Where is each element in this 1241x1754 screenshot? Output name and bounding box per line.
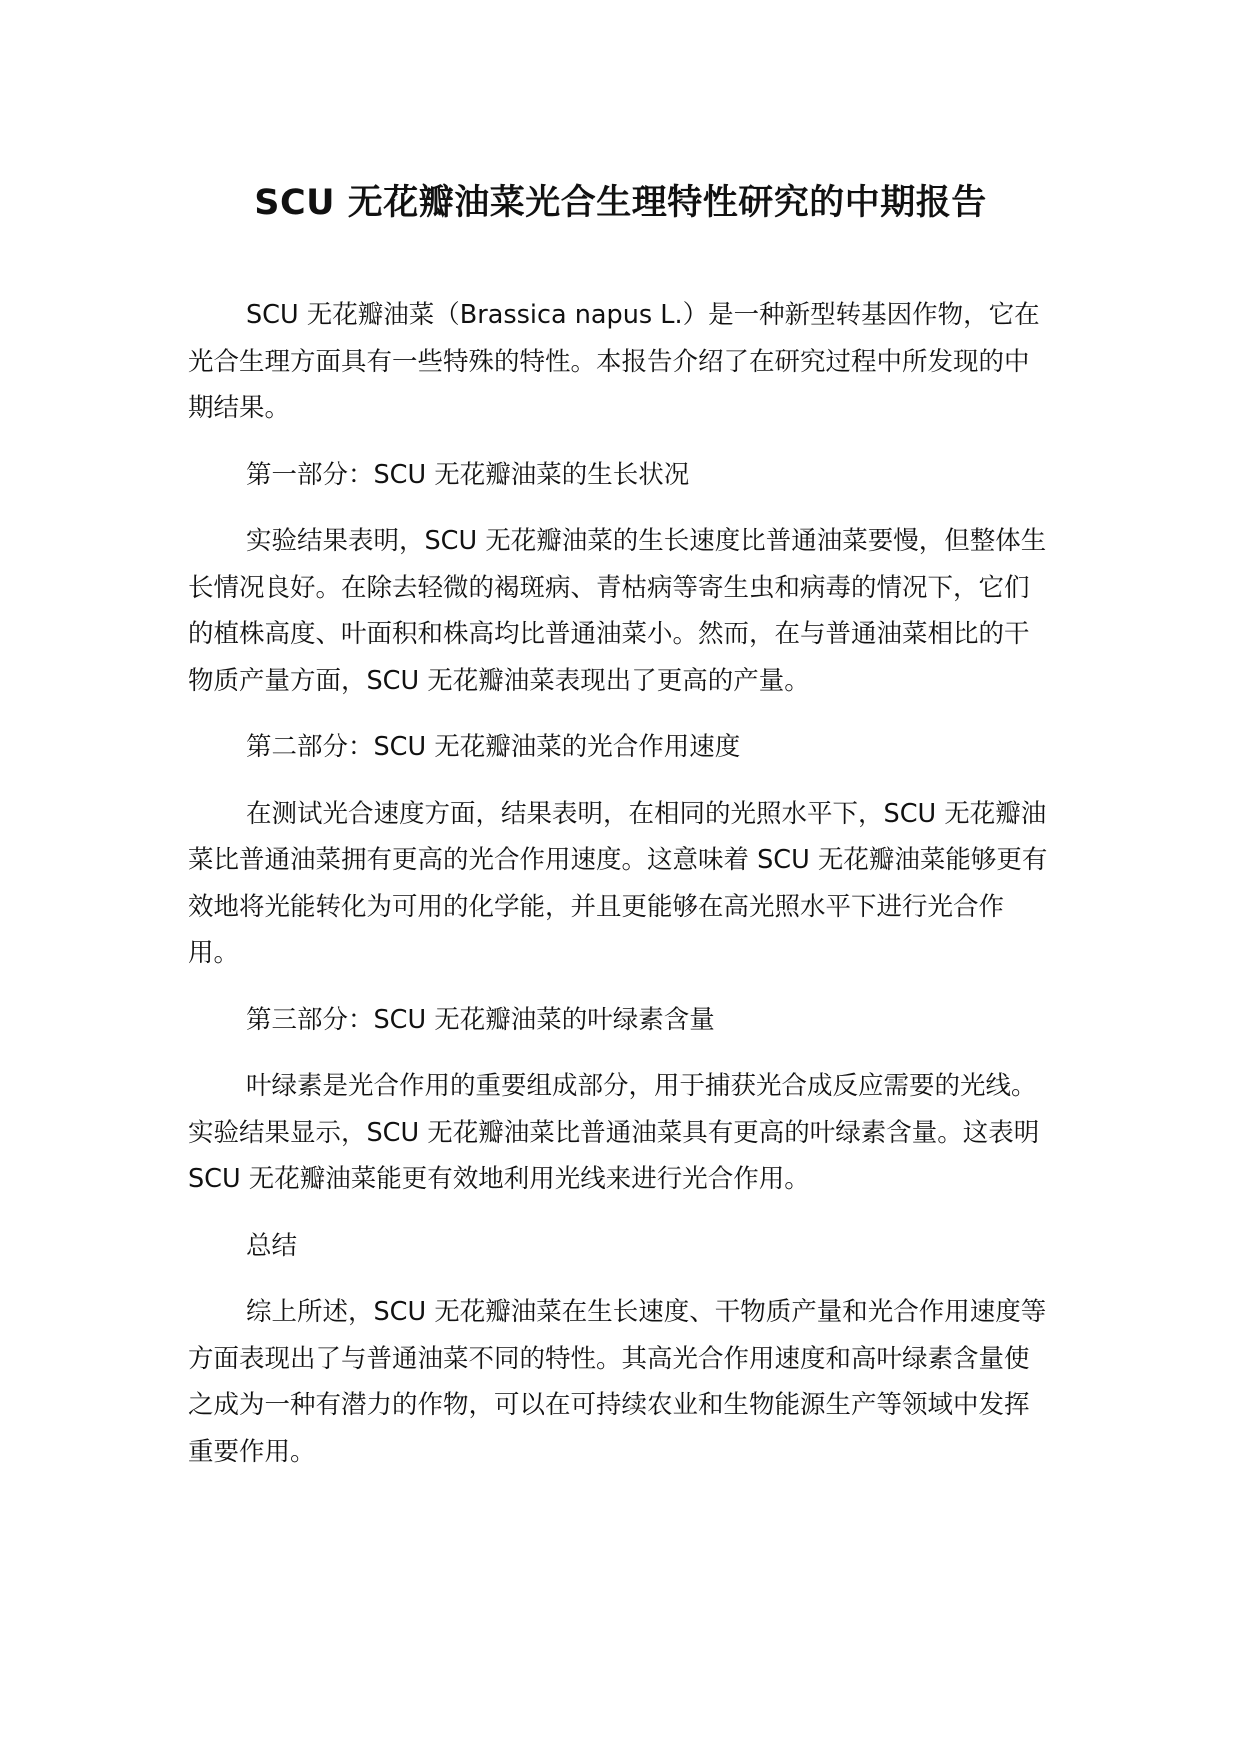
section-heading-photosynthesis-rate: 第二部分：SCU 无花瓣油菜的光合作用速度 [246,732,741,762]
section-heading-chlorophyll: 第三部分：SCU 无花瓣油菜的叶绿素含量 [246,1004,715,1035]
intro-paragraph: SCU 无花瓣油菜（Brassica napus L.）是一种新型转基因作物，它在光合生理方面具有一些特殊的特性。本报告介绍了在研究过程中所发现的中期结果。 [188,300,1040,423]
section-heading-summary: 总结 [246,1230,298,1261]
section-body-summary: 综上所述，SCU 无花瓣油菜在生长速度、干物质产量和光合作用速度等方面表现出了与普通油菜不同的特性。其高光合作用速度和高叶绿素含量使之成为一种有潜力的作物，可以在可持续农业和生物能源生产等领域中发挥重要作用。 [188,1297,1047,1467]
section-body-photosynthesis-rate: 在测试光合速度方面，结果表明，在相同的光照水平下，SCU 无花瓣油菜比普通油菜拥有更高的光合作用速度。这意味着 SCU 无花瓣油菜能够更有效地将光能转化为可用的化学能，并且更能够在高光照水平下进行光合作用。 [188,798,1048,968]
section-heading-growth: 第一部分：SCU 无花瓣油菜的生长状况 [246,459,690,490]
document-title: SCU 无花瓣油菜光合生理特性研究的中期报告 [254,183,987,223]
section-body-chlorophyll: 叶绿素是光合作用的重要组成部分，用于捕获光合成反应需要的光线。实验结果显示，SCU 无花瓣油菜比普通油菜具有更高的叶绿素含量。这表明 SCU 无花瓣油菜能更有效地利用光线来进行光合作用。 [188,1071,1040,1194]
document-body [188,292,1053,1495]
section-body-growth: 实验结果表明，SCU 无花瓣油菜的生长速度比普通油菜要慢，但整体生长情况良好。在除去轻微的褐斑病、青枯病等寄生虫和病毒的情况下，它们的植株高度、叶面积和株高均比普通油菜小。然而，在与普通油菜相比的干物质产量方面，SCU 无花瓣油菜表现出了更高的产量。 [188,526,1047,696]
